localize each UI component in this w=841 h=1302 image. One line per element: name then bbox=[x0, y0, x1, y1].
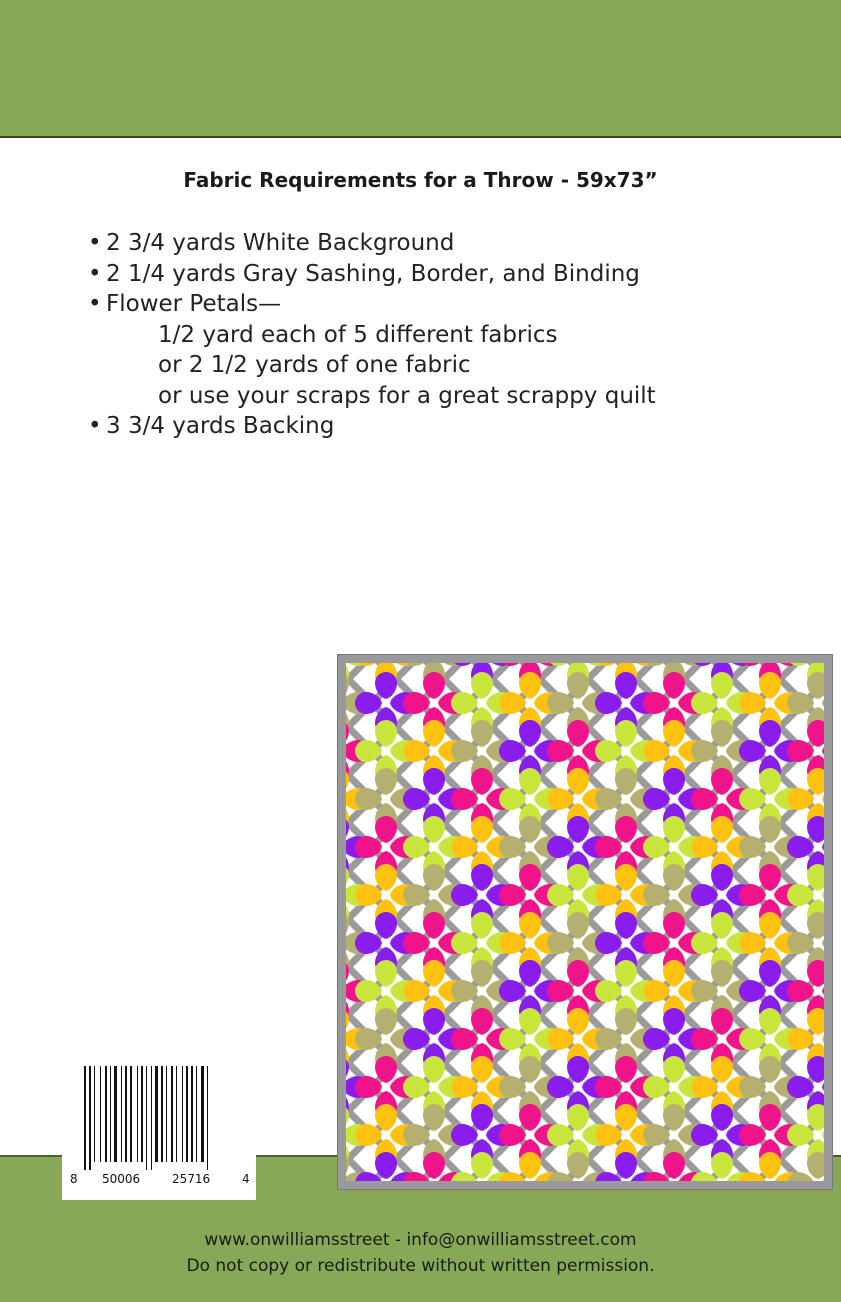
barcode-bar bbox=[100, 1066, 101, 1162]
barcode-bar bbox=[191, 1066, 193, 1162]
barcode-bar bbox=[121, 1066, 122, 1162]
barcode-bar bbox=[84, 1066, 86, 1170]
barcode-bar bbox=[105, 1066, 107, 1162]
barcode-bar bbox=[110, 1066, 111, 1162]
barcode-bar bbox=[171, 1066, 173, 1162]
bullet-icon: • bbox=[88, 260, 102, 287]
list-item bbox=[88, 228, 656, 259]
requirement-background: 2 3/4 yards White Background bbox=[106, 230, 455, 256]
barcode-bar bbox=[125, 1066, 127, 1162]
barcode-bar bbox=[141, 1066, 143, 1162]
barcode-digit-last: 4 bbox=[242, 1172, 250, 1186]
list-item bbox=[88, 289, 656, 320]
barcode-bar bbox=[137, 1066, 138, 1162]
barcode-digit-first: 8 bbox=[70, 1172, 78, 1186]
barcode-digits bbox=[62, 1172, 256, 1194]
barcode-bar bbox=[151, 1066, 152, 1170]
footer-contact: www.onwilliamsstreet - info@onwilliamsstreet.com bbox=[204, 1230, 637, 1250]
requirement-backing: 3 3/4 yards Backing bbox=[106, 413, 335, 439]
barcode-bar bbox=[186, 1066, 188, 1162]
barcode-bar bbox=[114, 1066, 117, 1162]
barcode-bar bbox=[207, 1066, 208, 1170]
barcode-bar bbox=[201, 1066, 204, 1162]
barcode-bar bbox=[166, 1066, 167, 1162]
barcode-bar bbox=[146, 1066, 147, 1170]
barcode-group-right: 25716 bbox=[172, 1172, 211, 1186]
fabric-requirements-list bbox=[88, 228, 656, 442]
barcode bbox=[62, 1058, 256, 1200]
barcode-bar bbox=[94, 1066, 95, 1162]
bullet-icon: • bbox=[88, 230, 102, 256]
barcode-bar bbox=[182, 1066, 183, 1162]
footer-notice: Do not copy or redistribute without written permission. bbox=[186, 1256, 655, 1276]
bullet-icon: • bbox=[88, 291, 102, 317]
list-item bbox=[88, 259, 656, 290]
quilt-pattern bbox=[338, 655, 832, 1189]
requirement-petals: Flower Petals— bbox=[106, 291, 282, 317]
barcode-bar bbox=[161, 1066, 163, 1162]
barcode-bar bbox=[155, 1066, 158, 1162]
requirement-sashing: 2 1/4 yards Gray Sashing, Border, and Binding bbox=[106, 260, 640, 287]
barcode-group-left: 50006 bbox=[102, 1172, 141, 1186]
barcode-bar bbox=[130, 1066, 132, 1162]
barcode-bar bbox=[89, 1066, 91, 1170]
page-title: Fabric Requirements for a Throw - 59x73” bbox=[183, 168, 658, 192]
barcode-bar bbox=[176, 1066, 177, 1162]
petal-option: 1/2 yard each of 5 different fabrics bbox=[158, 321, 558, 348]
petal-option: or 2 1/2 yards of one fabric bbox=[158, 352, 471, 378]
top-green-band bbox=[0, 0, 841, 138]
list-item bbox=[88, 411, 656, 442]
barcode-bars bbox=[62, 1058, 256, 1172]
quilt-illustration bbox=[337, 654, 833, 1190]
bullet-icon: • bbox=[88, 413, 102, 439]
petal-option: or use your scraps for a great scrappy quilt bbox=[158, 382, 656, 409]
barcode-bar bbox=[196, 1066, 197, 1162]
quilt-field bbox=[338, 655, 832, 1189]
